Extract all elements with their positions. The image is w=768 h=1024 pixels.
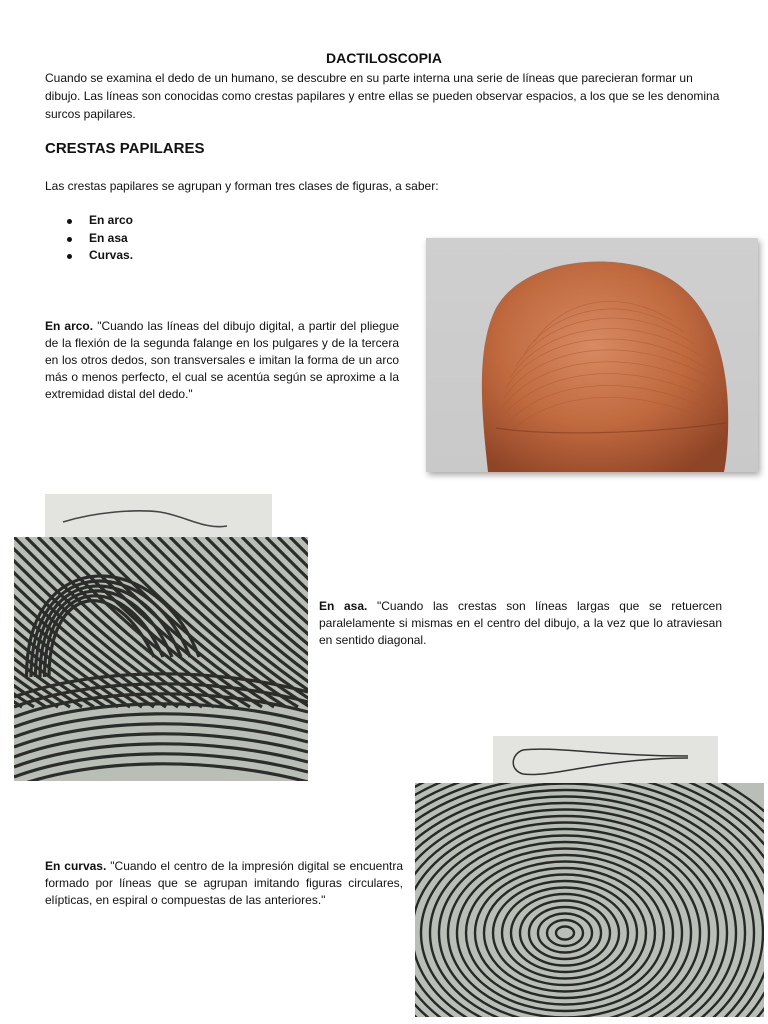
- asa-paragraph: [319, 598, 722, 649]
- whorl-fingerprint-image: [415, 783, 764, 1017]
- asa-text: "Cuando las crestas son líneas largas que se retuercen paralelamente si mismas en el centro del dibujo, a la vez que lo atraviesan en sentido diagonal.: [319, 599, 722, 647]
- list-item: En asa: [45, 230, 133, 248]
- section-heading: CRESTAS PAPILARES: [45, 140, 205, 157]
- intro-paragraph: Cuando se examina el dedo de un humano, se descubre en su parte interna una serie de líneas que parecieran formar un dibujo. Las líneas son conocidas como crestas papilares y entre ellas se pueden observar espacios, a los que se les denomina surcos papilares.: [45, 71, 720, 121]
- whorl-diagram: [493, 736, 718, 783]
- curvas-label: En curvas.: [45, 859, 111, 873]
- page-title: DACTILOSCOPIA: [326, 50, 442, 66]
- arco-paragraph: [45, 318, 399, 403]
- asa-label: En asa.: [319, 599, 377, 613]
- lead-paragraph: Las crestas papilares se agrupan y forman tres clases de figuras, a saber:: [45, 179, 439, 193]
- arco-label: En arco.: [45, 319, 94, 333]
- list-item: Curvas.: [45, 247, 133, 265]
- thumb-photo: [426, 238, 758, 472]
- arco-text: "Cuando las líneas del dibujo digital, a partir del pliegue de la flexión de la segunda falange en los pulgares y de la tercera en los otros dedos, son transversales e imitan la forma de un arco más o menos perfecto, el cual se acentúa según se aproxime a la extremidad distal del dedo.": [45, 319, 400, 401]
- curvas-text: "Cuando el centro de la impresión digital se encuentra formado por líneas que se agrupan imitando figuras circulares, elípticas, en espiral o compuestas de las anteriores.": [45, 859, 404, 907]
- loop-fingerprint-image: [14, 537, 308, 781]
- curvas-paragraph: [45, 858, 403, 909]
- arch-diagram: [45, 494, 272, 538]
- types-list: [45, 212, 133, 265]
- list-item: En arco: [45, 212, 133, 230]
